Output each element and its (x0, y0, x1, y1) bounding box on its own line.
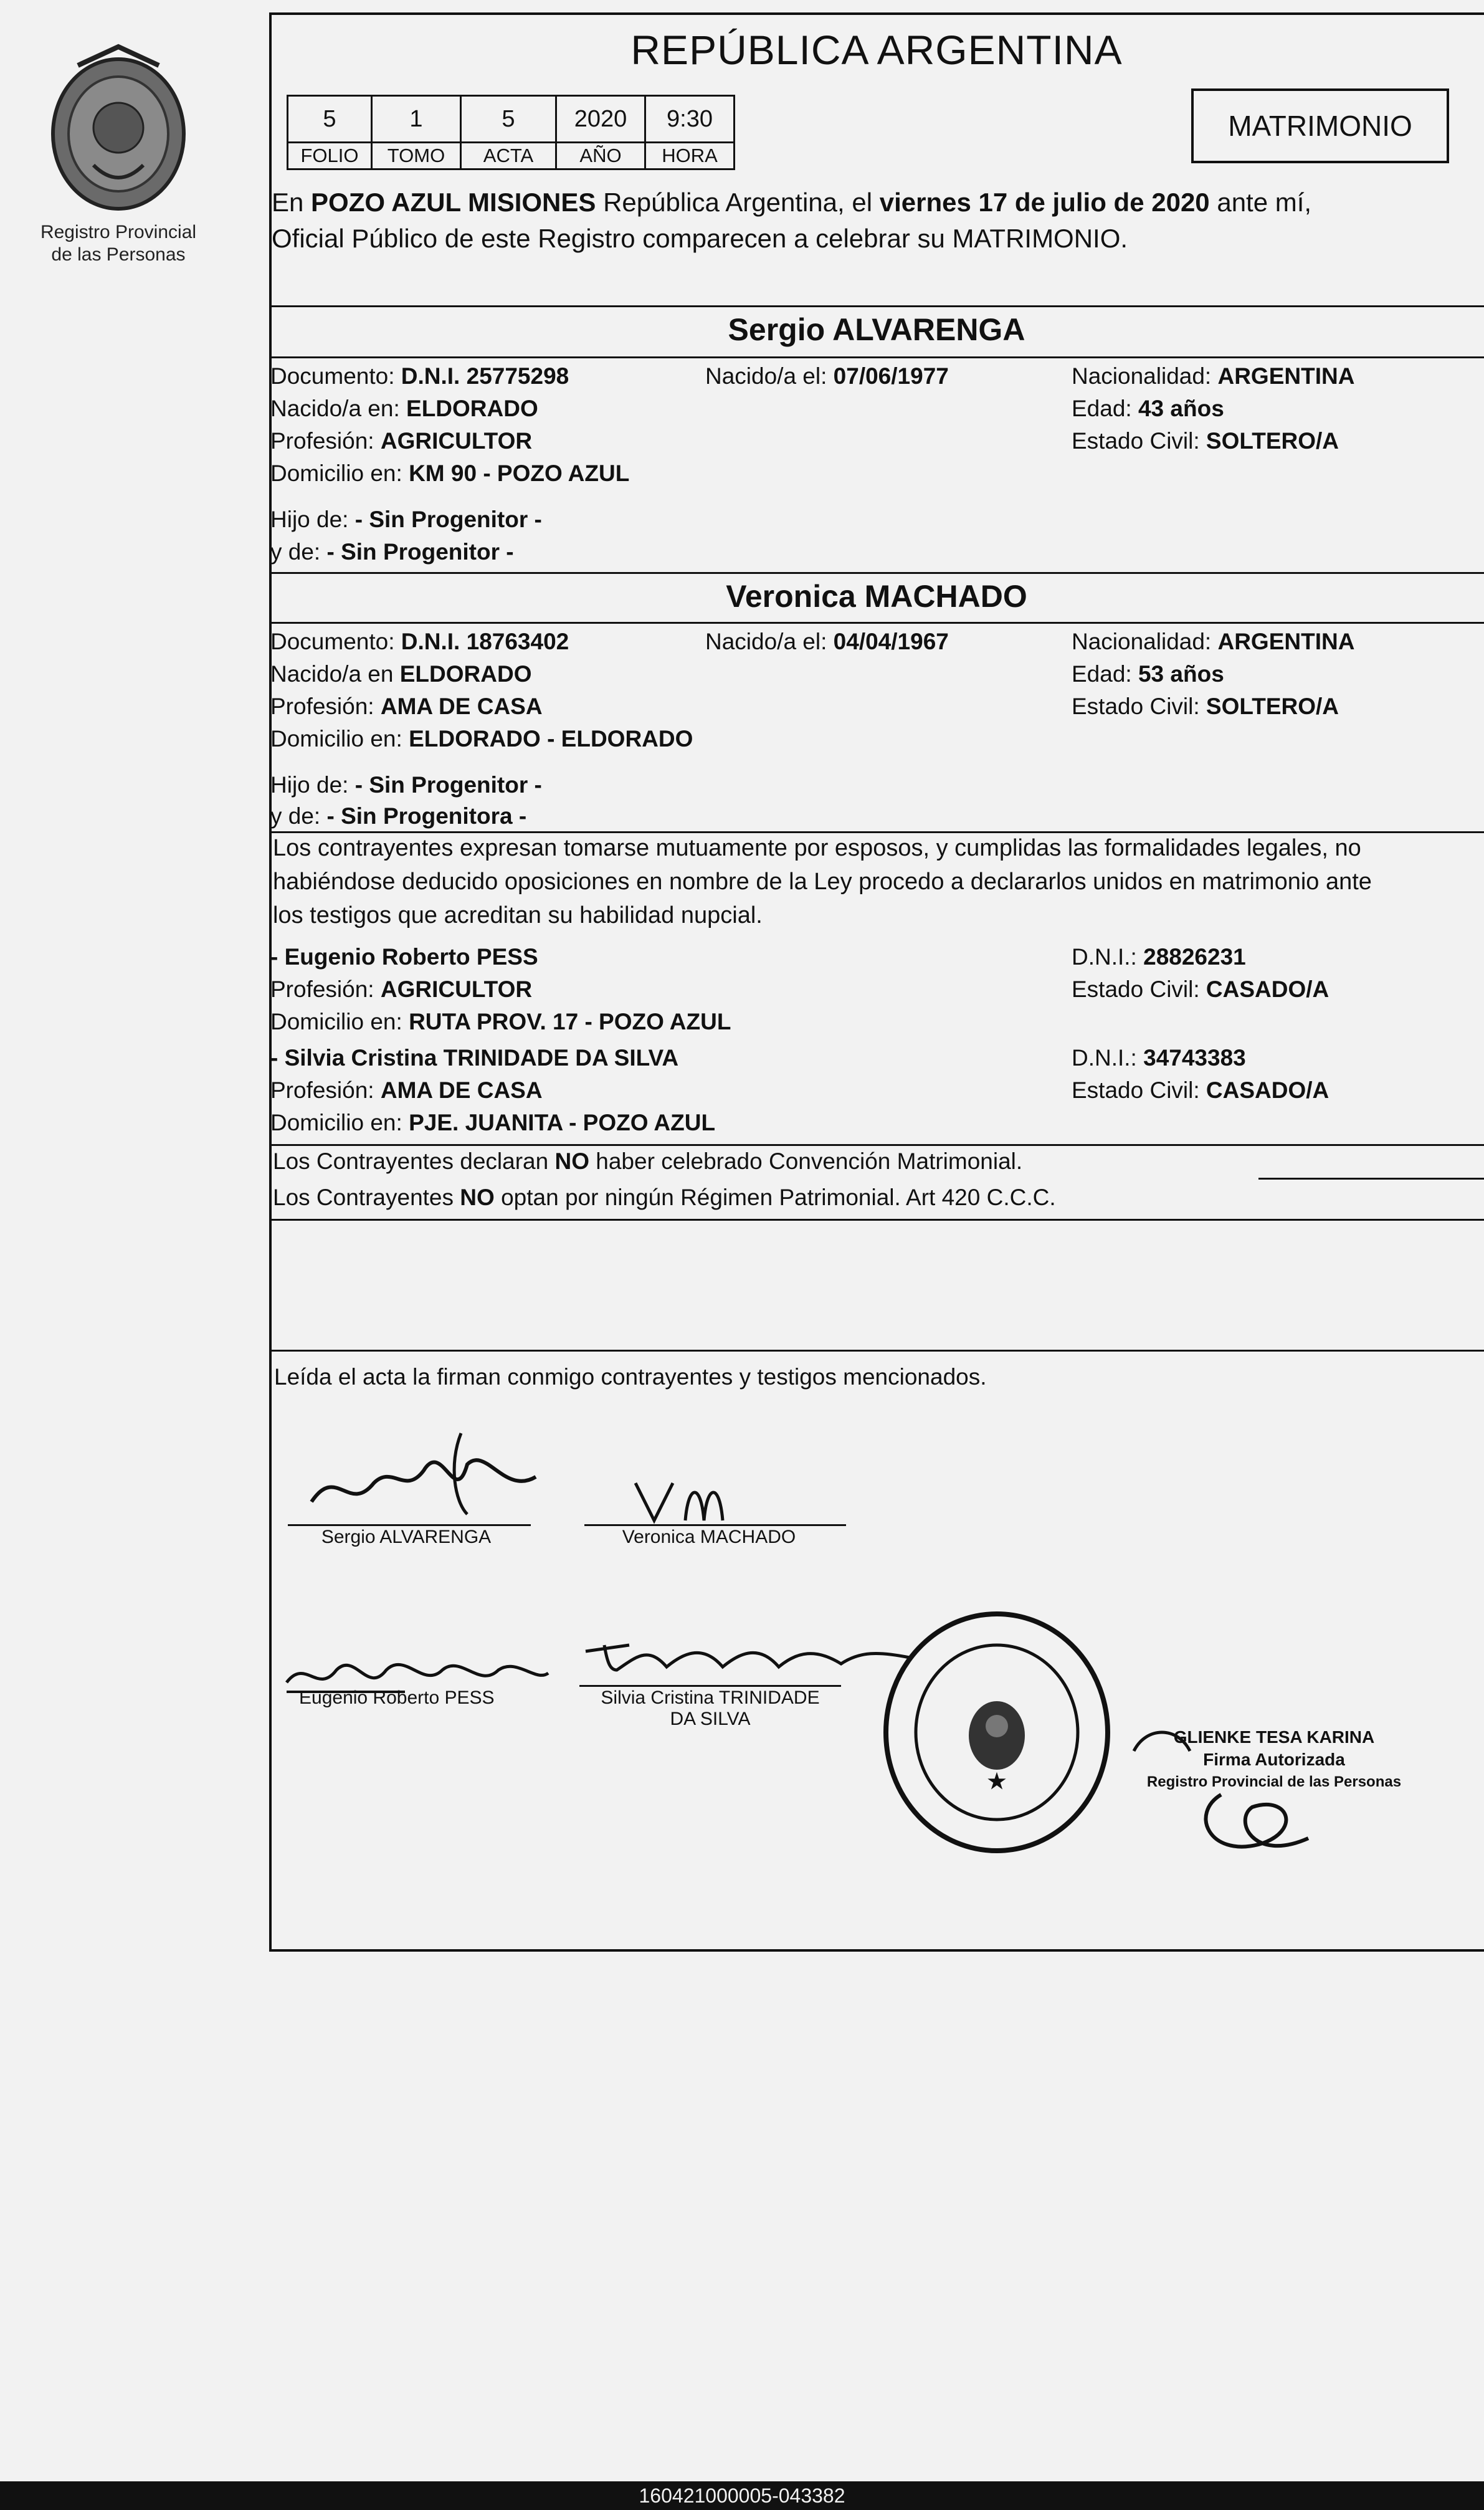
label: Estado Civil: (1072, 694, 1206, 719)
value: SOLTERO/A (1206, 694, 1339, 719)
spouse2-document (270, 626, 569, 658)
value: 04/04/1967 (833, 629, 949, 654)
spouse2-address (270, 723, 693, 755)
intro-line2: Oficial Público de este Registro comparecen a celebrar su MATRIMONIO. (272, 224, 1128, 253)
value: - Sin Progenitor - (354, 772, 542, 798)
value: PJE. JUANITA - POZO AZUL (409, 1110, 716, 1135)
spouse1-born (705, 360, 949, 393)
spouse1-age (1072, 393, 1224, 425)
label: D.N.I.: (1072, 944, 1144, 970)
value: KM 90 - POZO AZUL (409, 460, 630, 486)
signature-line (579, 1685, 841, 1687)
spouse2-father (270, 769, 542, 801)
label: Edad: (1072, 661, 1138, 687)
divider (1258, 1178, 1484, 1180)
value: ELDORADO (399, 661, 532, 687)
value: - Sin Progenitor - (326, 539, 514, 565)
label: Nacionalidad: (1072, 629, 1218, 654)
declaration-line1: Los contrayentes expresan tomarse mutuamente por esposos, y cumplidas las formalidades legales, no (273, 835, 1361, 861)
spouse2-mother (270, 800, 526, 833)
value: - Sin Progenitora - (326, 803, 527, 829)
text: optan por ningún Régimen Patrimonial. Art 420 C.C.C. (494, 1185, 1056, 1210)
value: - Sin Progenitor - (354, 507, 542, 532)
label: Domicilio en: (270, 1110, 409, 1135)
convention-line-a (273, 1145, 1022, 1178)
intro-date: viernes 17 de julio de 2020 (879, 188, 1210, 217)
value: ARGENTINA (1217, 363, 1355, 389)
spouse1-document (270, 360, 569, 393)
spouse1-nationality (1072, 360, 1354, 393)
spouse2-nationality (1072, 626, 1354, 658)
value: AMA DE CASA (380, 694, 543, 719)
acta-label: ACTA (461, 143, 556, 169)
officer-stamp-text (1134, 1726, 1414, 1793)
value: ELDORADO - ELDORADO (409, 726, 693, 752)
label: Documento: (270, 363, 401, 389)
divider (269, 1219, 1484, 1221)
value: CASADO/A (1206, 1077, 1329, 1103)
value: 53 años (1138, 661, 1224, 687)
spouse1-mother (270, 536, 514, 568)
spouse1-address (270, 457, 629, 490)
label: Domicilio en: (270, 460, 409, 486)
signature-spouse1-label: Sergio ALVARENGA (321, 1527, 492, 1547)
value: AGRICULTOR (380, 976, 533, 1002)
emphasis: NO (460, 1185, 495, 1210)
value: - Eugenio Roberto PESS (270, 944, 538, 970)
label: Edad: (1072, 396, 1138, 421)
value: SOLTERO/A (1206, 428, 1339, 454)
signature-spouse2-icon (629, 1471, 741, 1527)
witness2-dni (1072, 1042, 1246, 1074)
line1: Silvia Cristina TRINIDADE (601, 1687, 820, 1708)
signature-witness2-icon (579, 1633, 916, 1682)
label: Nacionalidad: (1072, 363, 1218, 389)
label: Nacido/a el: (705, 629, 834, 654)
witness1-name (270, 941, 538, 973)
value: - Silvia Cristina TRINIDADE DA SILVA (270, 1045, 679, 1071)
spouse2-birthplace (270, 658, 531, 690)
witness1-profession (270, 973, 532, 1006)
spouse1-birthplace (270, 393, 538, 425)
label: Profesión: (270, 976, 381, 1002)
spouse2-age (1072, 658, 1224, 690)
intro-suffix: ante mí, (1209, 188, 1312, 217)
divider (269, 572, 1484, 574)
folio-value: 5 (288, 96, 372, 143)
label: Hijo de: (270, 507, 355, 532)
witness2-name (270, 1042, 678, 1074)
label: Nacido/a el: (705, 363, 834, 389)
value: 43 años (1138, 396, 1224, 421)
spouse1-civil-status (1072, 425, 1339, 457)
intro-prefix: En (272, 188, 312, 217)
value: 07/06/1977 (833, 363, 949, 389)
anio-label: AÑO (556, 143, 645, 169)
value: 28826231 (1143, 944, 1246, 970)
value: AMA DE CASA (380, 1077, 543, 1103)
signature-spouse1-icon (299, 1427, 548, 1520)
seal-caption-line2: de las Personas (51, 244, 186, 265)
act-type-box: MATRIMONIO (1191, 88, 1449, 163)
hora-value: 9:30 (645, 96, 735, 143)
spouse1-name: Sergio ALVARENGA (728, 312, 1025, 347)
acta-value: 5 (461, 96, 556, 143)
signature-line (584, 1524, 846, 1526)
page-title: REPÚBLICA ARGENTINA (630, 27, 1123, 73)
witness1-dni (1072, 941, 1246, 973)
label: Profesión: (270, 1077, 381, 1103)
signature-line (288, 1524, 531, 1526)
folio-label: FOLIO (288, 143, 372, 169)
spouse2-born (705, 626, 949, 658)
label: Nacido/a en (270, 661, 400, 687)
label: Documento: (270, 629, 401, 654)
line2: DA SILVA (670, 1709, 751, 1729)
divider (269, 356, 1484, 358)
provincial-seal-icon (40, 41, 196, 221)
registry-round-stamp-icon (878, 1608, 1115, 1857)
seal-caption (12, 221, 224, 266)
label: Estado Civil: (1072, 976, 1206, 1002)
label: Hijo de: (270, 772, 355, 798)
value: ELDORADO (406, 396, 538, 421)
declaration-paragraph (269, 831, 1484, 932)
spouse2-civil-status (1072, 690, 1339, 723)
witness2-civil-status (1072, 1074, 1329, 1107)
intro-middle: República Argentina, el (596, 188, 880, 217)
label: Domicilio en: (270, 1009, 409, 1034)
convention-line-b (273, 1181, 1056, 1214)
declaration-line3: los testigos que acreditan su habilidad nupcial. (273, 902, 763, 928)
officer-name: GLIENKE TESA KARINA (1173, 1727, 1375, 1747)
witness2-address (270, 1107, 715, 1139)
value: AGRICULTOR (380, 428, 533, 454)
label: Profesión: (270, 428, 381, 454)
label: Estado Civil: (1072, 1077, 1206, 1103)
divider (269, 305, 1484, 307)
signature-spouse2-label: Veronica MACHADO (622, 1527, 796, 1547)
declaration-line2: habiéndose deducido oposiciones en nombre de la Ley procedo a declararlos unidos en matrimonio ante (273, 869, 1372, 895)
text: Los Contrayentes (273, 1185, 460, 1210)
label: Domicilio en: (270, 726, 409, 752)
officer-role: Firma Autorizada (1203, 1750, 1345, 1769)
tomo-label: TOMO (372, 143, 461, 169)
signature-witness1-label: Eugenio Roberto PESS (299, 1687, 495, 1708)
divider (269, 1350, 1484, 1352)
witness1-address (270, 1006, 731, 1038)
label: Profesión: (270, 694, 381, 719)
witness1-civil-status (1072, 973, 1329, 1006)
value: RUTA PROV. 17 - POZO AZUL (409, 1009, 731, 1034)
label: D.N.I.: (1072, 1045, 1144, 1071)
value: 34743383 (1143, 1045, 1246, 1071)
tomo-value: 1 (372, 96, 461, 143)
text: Los Contrayentes declaran (273, 1148, 555, 1174)
value: D.N.I. 25775298 (401, 363, 569, 389)
witness2-profession (270, 1074, 543, 1107)
emphasis: NO (554, 1148, 589, 1174)
spouse2-profession (270, 690, 543, 723)
registry-table (287, 95, 735, 170)
intro-place: POZO AZUL MISIONES (311, 188, 596, 217)
signature-witness2-label (579, 1687, 841, 1730)
label: Nacido/a en: (270, 396, 407, 421)
seal-caption-line1: Registro Provincial (40, 222, 197, 242)
hora-label: HORA (645, 143, 735, 169)
intro-paragraph (269, 184, 1484, 257)
officer-registry: Registro Provincial de las Personas (1146, 1773, 1402, 1790)
label: Estado Civil: (1072, 428, 1206, 454)
spouse1-father (270, 503, 542, 536)
spouse2-name: Veronica MACHADO (726, 579, 1027, 614)
svg-text:★: ★ (987, 1770, 1007, 1793)
text: haber celebrado Convención Matrimonial. (589, 1148, 1023, 1174)
closing-text: Leída el acta la firman conmigo contrayentes y testigos mencionados. (274, 1364, 987, 1390)
value: CASADO/A (1206, 976, 1329, 1002)
divider (269, 622, 1484, 624)
spouse1-profession (270, 425, 532, 457)
anio-value: 2020 (556, 96, 645, 143)
label: y de: (270, 803, 327, 829)
value: ARGENTINA (1217, 629, 1355, 654)
value: D.N.I. 18763402 (401, 629, 569, 654)
document-id-footer: 160421000005-043382 (0, 2481, 1484, 2510)
label: y de: (270, 539, 327, 565)
